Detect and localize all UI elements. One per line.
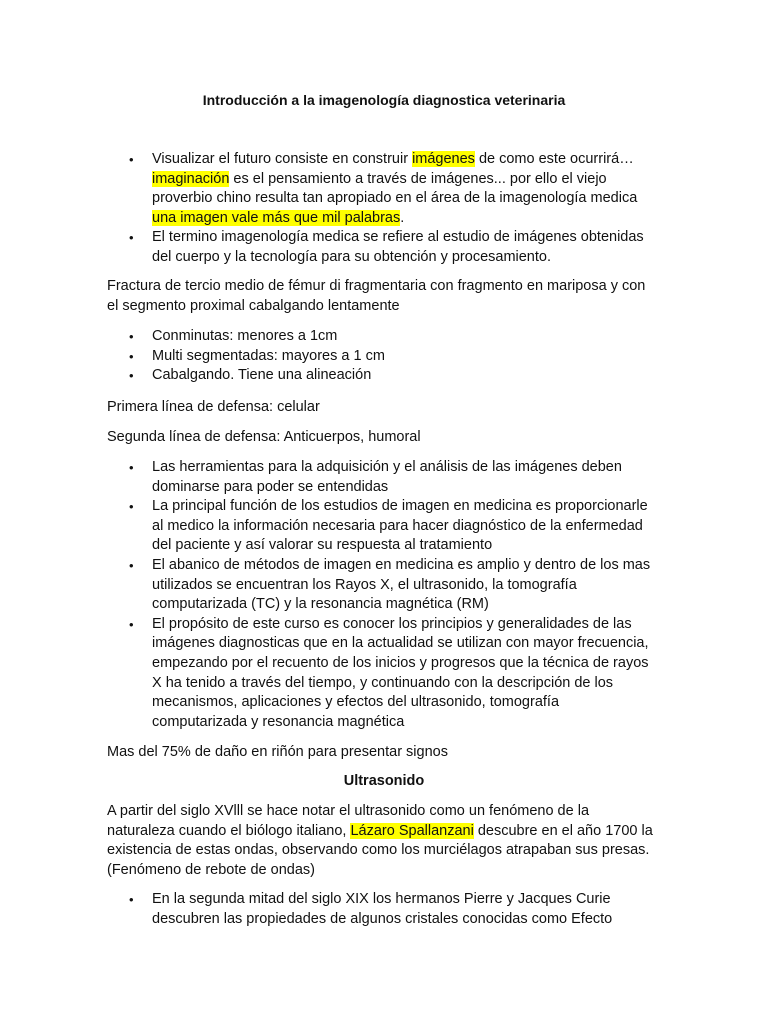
text-run: .: [400, 209, 405, 226]
list-item: • Conminutas: menores a 1cm: [107, 327, 658, 347]
text-run: es el pensamiento a través de imágenes... por ello el viejo proverbio chino resulta tan apropiado en el área de la imagenología medica: [152, 170, 638, 207]
list-item: • Multi segmentadas: mayores a 1 cm: [107, 347, 658, 367]
paragraph-fractura: Fractura de tercio medio de fémur di fragmentaria con fragmento en mariposa y con el segmento proximal cabalgando lentamente: [107, 278, 646, 314]
paragraph-ultrasonido: [107, 802, 658, 880]
section-heading-ultrasonido: Ultrasonido: [343, 773, 425, 789]
intro-bullet-list: [107, 150, 658, 268]
highlighted-text: imágenes: [412, 151, 475, 167]
list-item: • El termino imagenología medica se refiere al estudio de imágenes obtenidas del cuerpo y la tecnología para su obtención y procesamiento.: [107, 228, 658, 267]
text-run: descubre en el año 1700 la existencia de estas ondas, observando como los murciélagos atrapaban sus presas. (Fenómeno de rebote de ondas): [107, 822, 653, 878]
page-title: Introducción a la imagenología diagnostica veterinaria: [202, 92, 566, 108]
highlighted-text: Lázaro Spallanzani: [350, 822, 474, 839]
highlighted-text: una imagen vale más que mil palabras: [152, 209, 401, 226]
list-item: • El propósito de este curso es conocer los principios y generalidades de las imágenes diagnosticas que en la actualidad se utilizan con mayor frecuencia, empezando por el recuento de los inicios y progresos que la técnica de rayos X ha tenido a través del tiempo, y continuando con la descripción de los mecanismos, aplicaciones y efectos del ultrasonido, tomografía computarizada y resonancia magnética: [107, 615, 658, 733]
fractura-list: [107, 327, 658, 386]
list-item: • Cabalgando. Tiene una alineación: [107, 366, 658, 386]
text-run: de como este ocurrirá…: [474, 151, 634, 167]
highlighted-text: imaginación: [152, 170, 230, 187]
list-item: • En la segunda mitad del siglo XIX los hermanos Pierre y Jacques Curie descubren las propiedades de algunos cristales conocidas como Efecto: [107, 890, 658, 929]
paragraph-defensa-2: Segunda línea de defensa: Anticuerpos, humoral: [107, 429, 421, 445]
paragraph-defensa-1: Primera línea de defensa: celular: [107, 399, 320, 415]
paragraph-rinon: Mas del 75% de daño en riñón para presentar signos: [107, 744, 448, 760]
list-item: • Las herramientas para la adquisición y el análisis de las imágenes deben dominarse para poder se entendidas: [107, 458, 658, 497]
list-item: [107, 150, 658, 228]
text-run: Visualizar el futuro consiste en construir: [152, 151, 413, 167]
ultrasonido-list: [107, 890, 658, 929]
list-item: • El abanico de métodos de imagen en medicina es amplio y dentro de los mas utilizados se encuentran los Rayos X, el ultrasonido, la tomografía computarizada (TC) y la resonancia magnética (RM): [107, 556, 658, 615]
herramientas-list: [107, 458, 658, 732]
list-item: • La principal función de los estudios de imagen en medicina es proporcionarle al medico la información necesaria para hacer diagnóstico de la enfermedad del paciente y así valorar su respuesta al tratamiento: [107, 497, 658, 556]
text-run: A partir del siglo XVlll se hace notar el ultrasonido como un fenómeno de la naturaleza cuando el biólogo italiano,: [107, 803, 590, 839]
